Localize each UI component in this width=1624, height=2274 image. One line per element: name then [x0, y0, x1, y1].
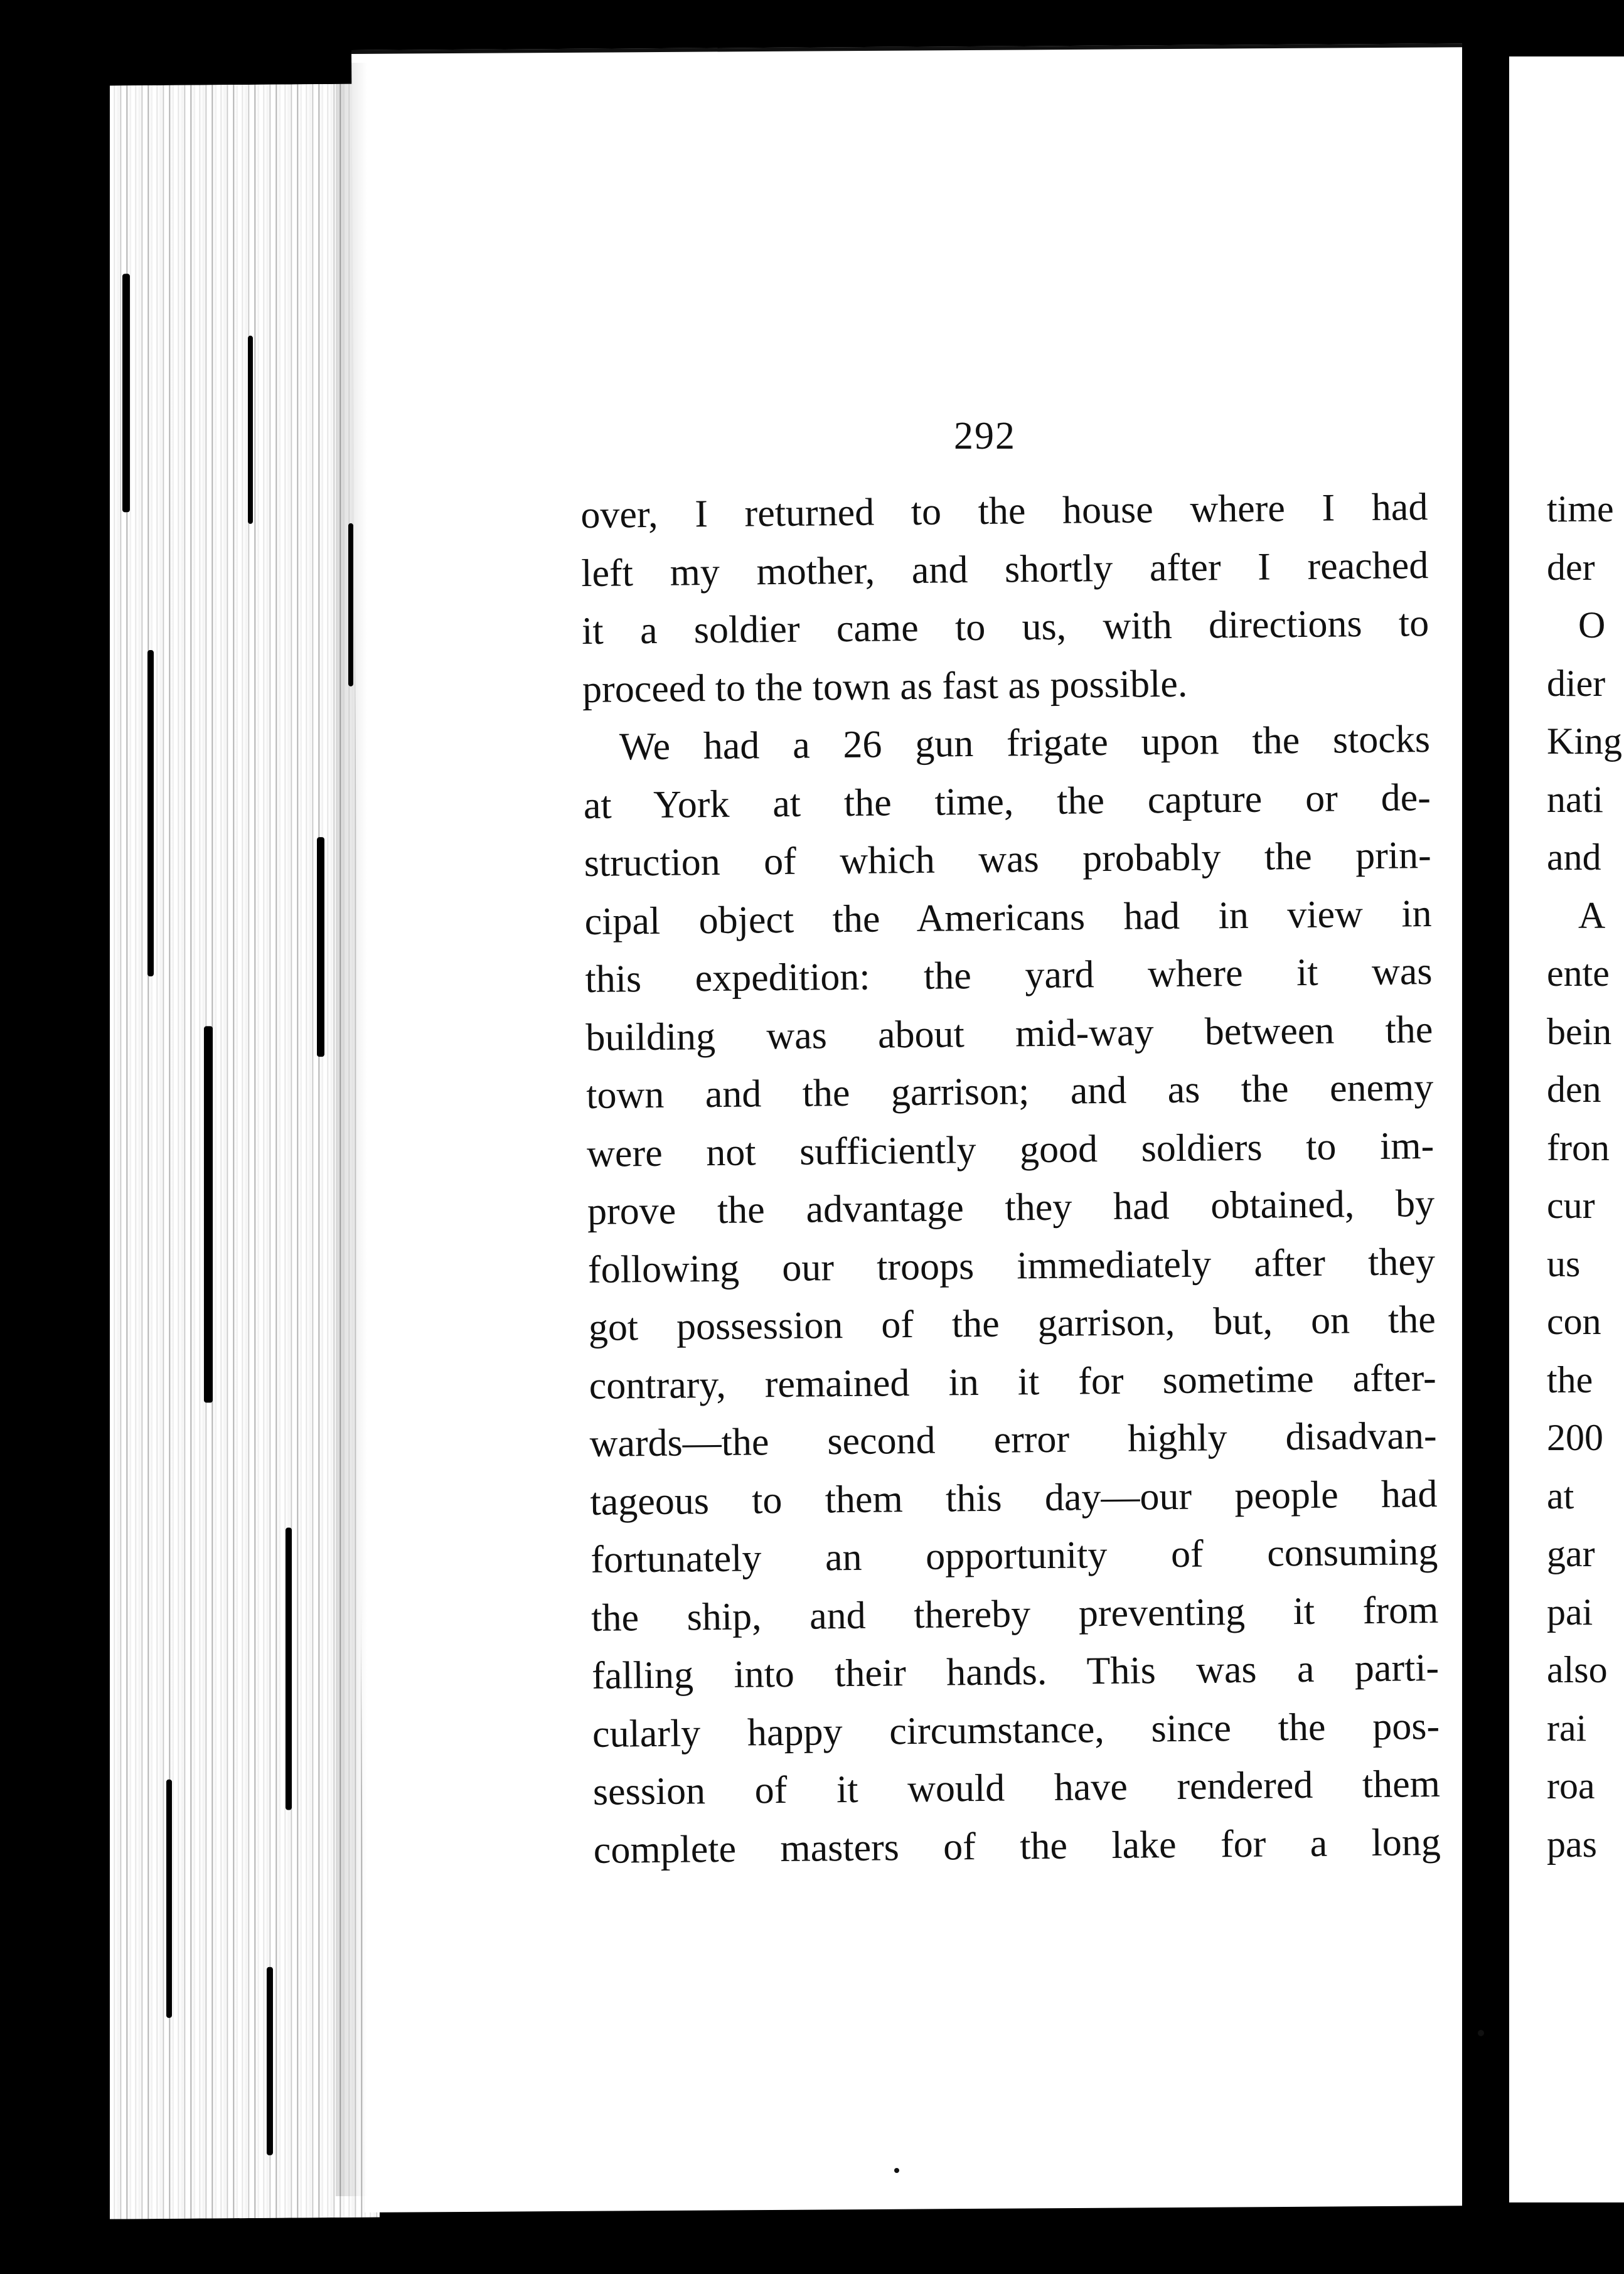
text-line: King [1547, 720, 1622, 762]
book-gutter [1462, 38, 1509, 2234]
text-line: falling into their hands. This was a parti- [591, 1646, 1440, 1697]
text-line: roa [1547, 1765, 1595, 1807]
page-text [580, 478, 1453, 1879]
text-line: ente [1547, 953, 1610, 994]
text-line: der [1547, 546, 1595, 588]
text-line: left my mother, and shortly after I reached [581, 543, 1429, 595]
right-page [1509, 56, 1624, 2202]
text-line: at York at the time, the capture or de- [583, 776, 1431, 827]
text-line: session of it would have rendered them [592, 1762, 1441, 1813]
text-line: pas [1547, 1823, 1597, 1865]
text-line: 200 [1547, 1417, 1603, 1458]
scan-speck [894, 2168, 899, 2173]
text-line: town and the garrison; and as the enemy [585, 1065, 1434, 1117]
text-line: struction of which was probably the prin- [584, 834, 1432, 885]
text-line: were not sufficiently good soldiers to im- [586, 1124, 1434, 1175]
text-line: wards—the second error highly disadvan- [589, 1414, 1437, 1465]
page-shadow [336, 63, 367, 2196]
text-line: dier [1547, 662, 1606, 704]
text-line: fron [1547, 1126, 1610, 1168]
text-line: time [1547, 488, 1614, 530]
text-line: over, I returned to the house where I had [580, 486, 1428, 536]
text-line: bein [1547, 1010, 1612, 1052]
text-line: A [1578, 894, 1606, 936]
text-line: proceed to the town as fast as possible. [582, 662, 1188, 711]
text-line: got possession of the garrison, but, on the [588, 1298, 1436, 1349]
text-line: O [1578, 604, 1606, 646]
text-line: the [1547, 1359, 1593, 1401]
text-line: cipal object the Americans had in view in [584, 892, 1432, 943]
text-line: and [1547, 836, 1601, 878]
text-line: complete masters of the lake for a long [593, 1820, 1441, 1872]
text-line: nati [1547, 778, 1603, 820]
text-line: con [1547, 1301, 1601, 1342]
text-line: We had a 26 gun frigate upon the stocks [619, 718, 1431, 769]
text-line: cur [1547, 1185, 1595, 1226]
text-line: it a soldier came to us, with directions to [581, 602, 1429, 653]
text-line: cularly happy circumstance, since the pos- [592, 1704, 1440, 1756]
right-page-text [1547, 480, 1622, 1873]
text-line: following our troops immediately after they [587, 1240, 1436, 1291]
text-line: at [1547, 1475, 1574, 1517]
text-line: the ship, and thereby preventing it from [590, 1588, 1439, 1640]
text-line: this expedition: the yard where it was [585, 950, 1433, 1001]
text-line: also [1547, 1649, 1608, 1690]
text-line: prove the advantage they had obtained, by [587, 1182, 1435, 1233]
text-line: den [1547, 1069, 1601, 1110]
text-line: gar [1547, 1533, 1595, 1574]
text-line: rai [1547, 1707, 1587, 1749]
text-line: us [1547, 1242, 1581, 1284]
text-line: fortunately an opportunity of consuming [590, 1530, 1438, 1581]
text-line: contrary, remained in it for sometime after- [589, 1356, 1437, 1407]
text-line: building was about mid-way between the [585, 1008, 1433, 1059]
scan-speck [1478, 2030, 1484, 2036]
text-line: pai [1547, 1591, 1593, 1633]
text-line: tageous to them this day—our people had [590, 1472, 1438, 1524]
page-number: 292 [954, 415, 1016, 457]
